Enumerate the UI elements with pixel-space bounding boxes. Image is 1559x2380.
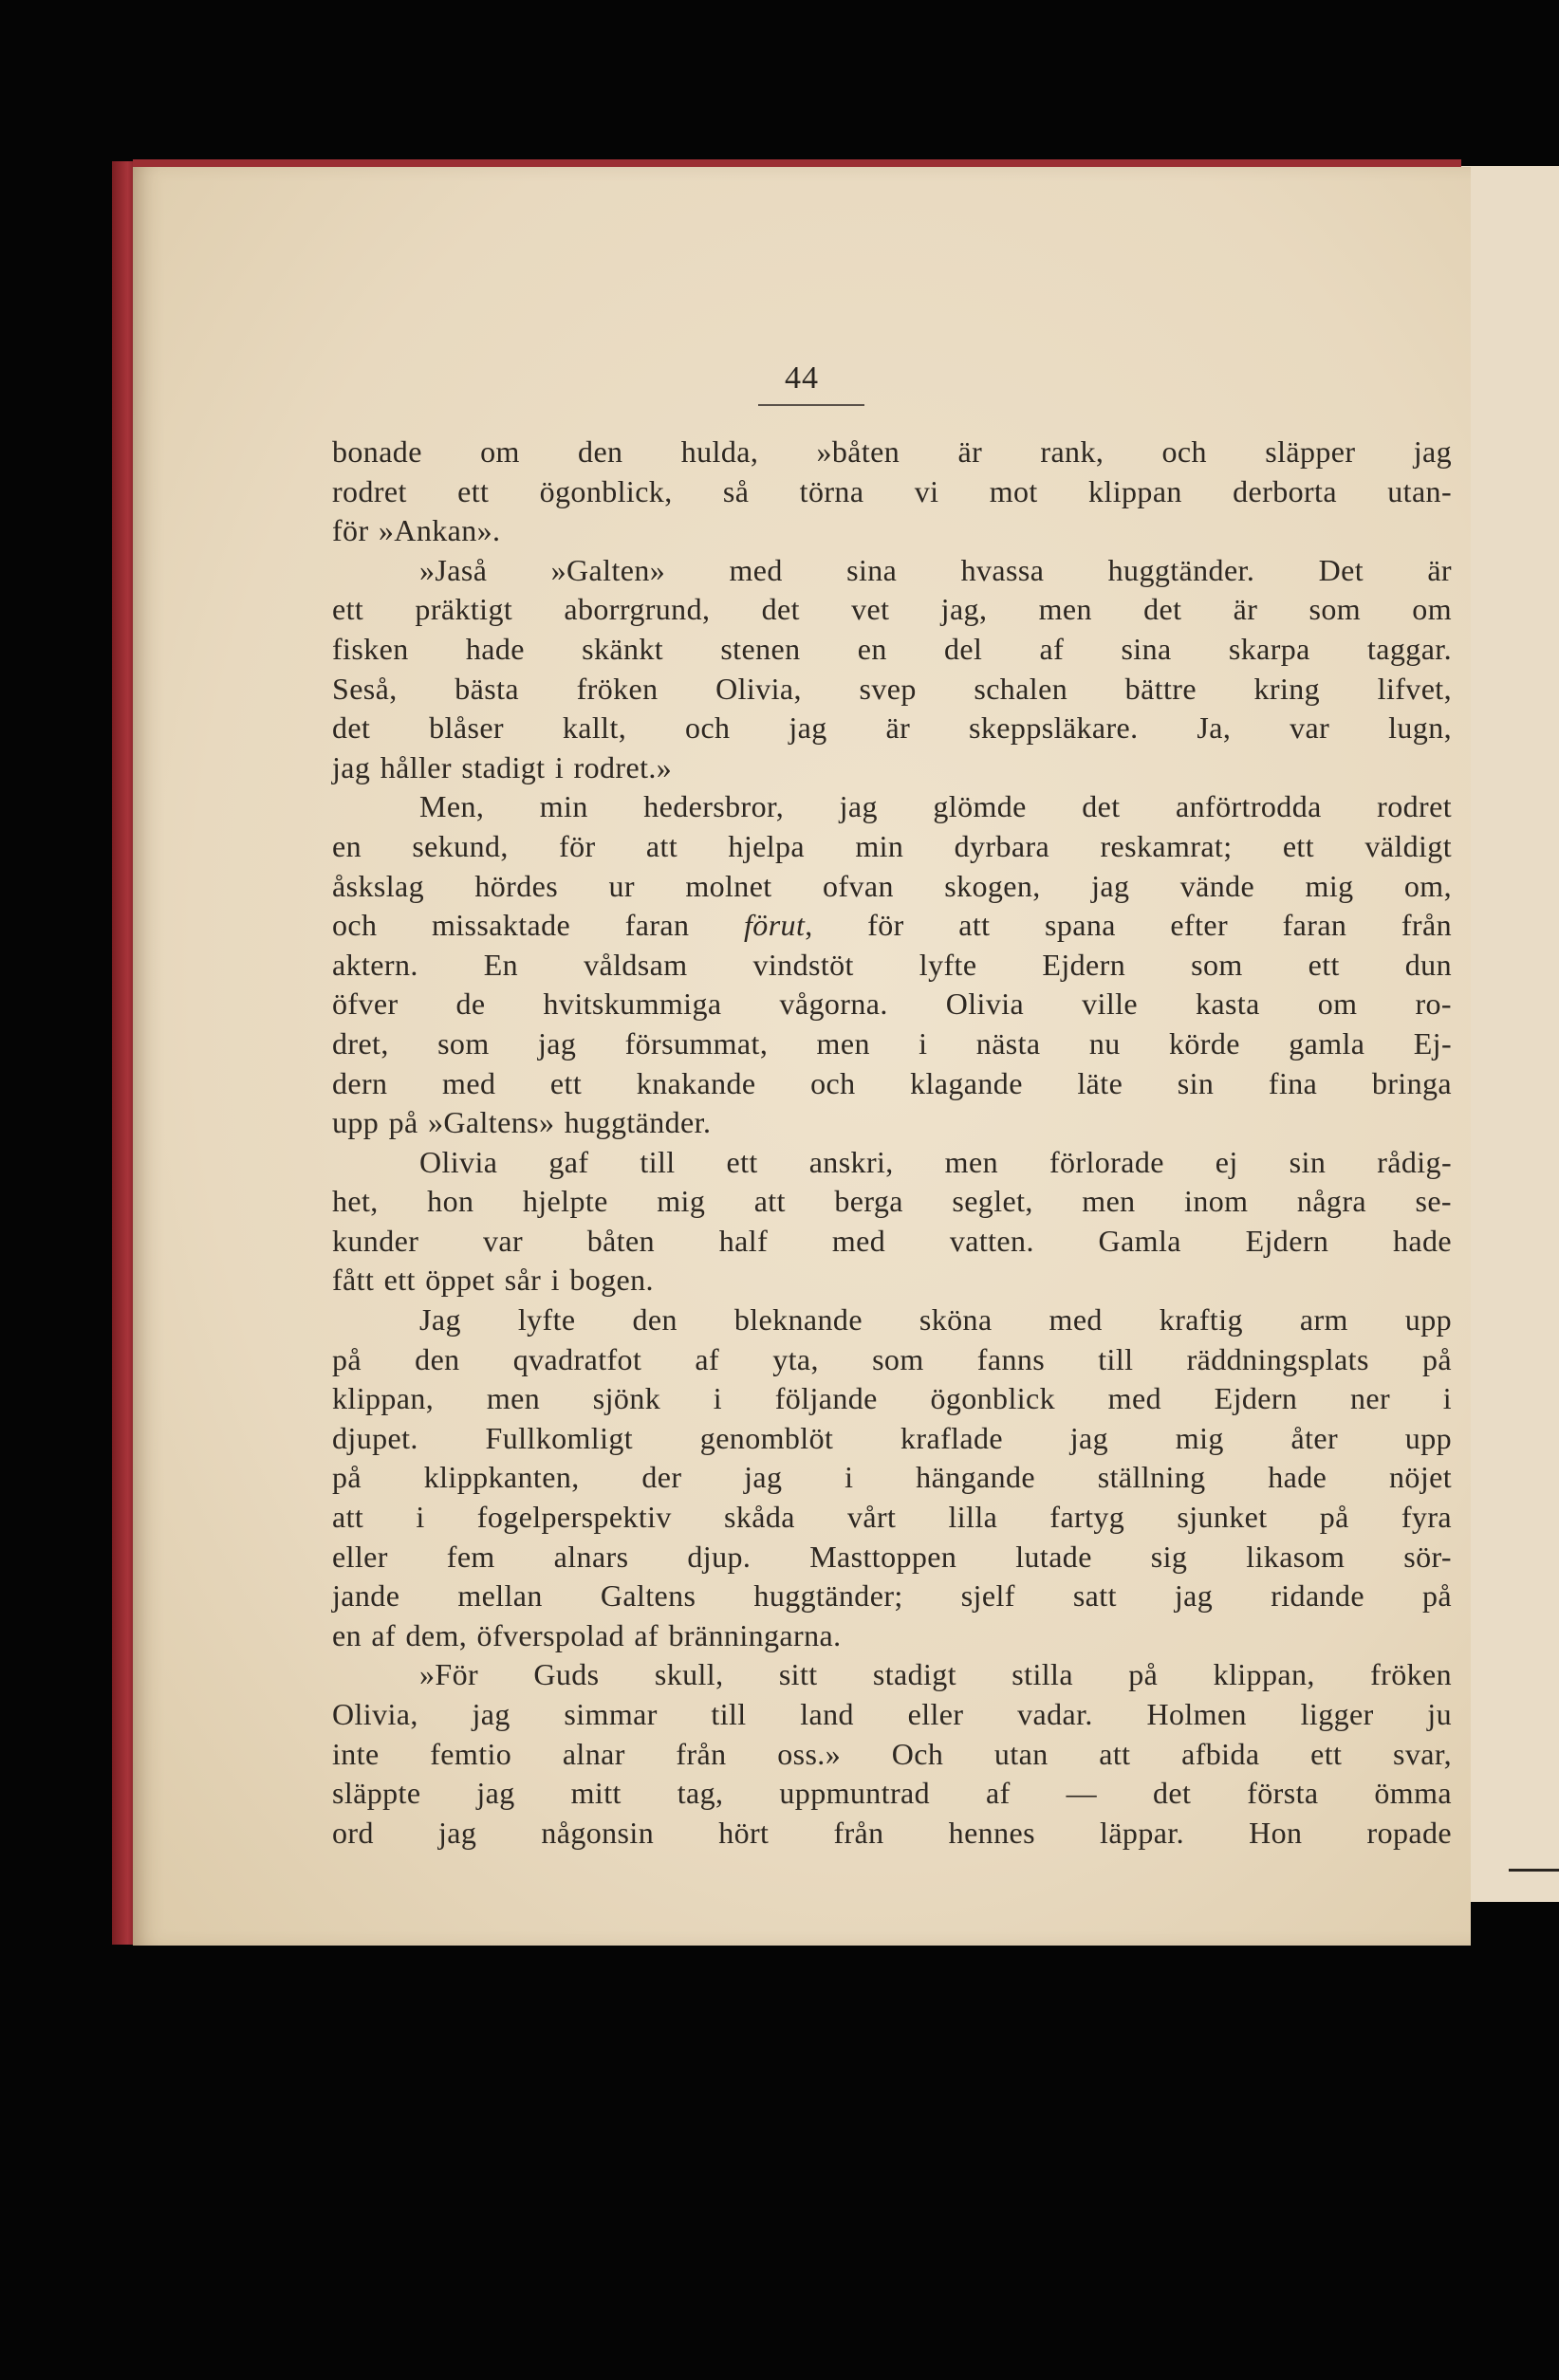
text-line: jande mellan Galtens huggtänder; sjelf satt jag ridande på [332, 1578, 1452, 1614]
text-line: på den qvadratfot af yta, som fanns till räddningsplats på [332, 1341, 1452, 1376]
text-line: kunder var båten half med vatten. Gamla Ejdern hade [332, 1223, 1452, 1258]
text-line: på klippkanten, der jag i hängande ställning hade nöjet [332, 1460, 1452, 1495]
text-line: »Jaså »Galten» med sina hvassa huggtänder. Det är [419, 552, 1452, 587]
text-line: och missaktade faran förut, för att spana efter faran från [332, 908, 1452, 943]
next-page-rule [1509, 1869, 1559, 1872]
text-line: släppte jag mitt tag, uppmuntrad af — det första ömma [332, 1776, 1452, 1811]
text-line: jag håller stadigt i rodret.» [332, 749, 673, 784]
text-line: ord jag någonsin hört från hennes läppar. Hon ropade [332, 1815, 1452, 1850]
text-line: eller fem alnars djup. Masttoppen lutade sig likasom sör- [332, 1539, 1452, 1574]
text-line: för »Ankan». [332, 513, 501, 548]
text-line: Seså, bästa fröken Olivia, svep schalen bättre kring lifvet, [332, 671, 1452, 706]
page-number: 44 [785, 360, 819, 396]
text-line: upp på »Galtens» huggtänder. [332, 1105, 712, 1140]
page-number-rule [758, 404, 864, 406]
text-line: dret, som jag försummat, men i nästa nu körde gamla Ej- [332, 1025, 1452, 1061]
text-line: Jag lyfte den bleknande sköna med kraftig arm upp [419, 1302, 1452, 1338]
text-line: het, hon hjelpte mig att berga seglet, men inom några se- [332, 1184, 1452, 1219]
text-line: bonade om den hulda, »båten är rank, och släpper jag [332, 434, 1452, 469]
text-line: ett präktigt aborrgrund, det vet jag, men det är som om [332, 592, 1452, 627]
text-line: öfver de hvitskummiga vågorna. Olivia ville kasta om ro- [332, 987, 1452, 1022]
text-line: en sekund, för att hjelpa min dyrbara reskamrat; ett väldigt [332, 828, 1452, 863]
text-line: djupet. Fullkomligt genomblöt kraflade jag mig åter upp [332, 1420, 1452, 1455]
text-line: fått ett öppet sår i bogen. [332, 1263, 654, 1298]
body-text [332, 433, 1452, 1853]
text-line: åskslag hördes ur molnet ofvan skogen, jag vände mig om, [332, 868, 1452, 903]
text-line: att i fogelperspektiv skåda vårt lilla fartyg sjunket på fyra [332, 1500, 1452, 1535]
text-line: aktern. En våldsam vindstöt lyfte Ejdern som ett dun [332, 947, 1452, 982]
text-line: fisken hade skänkt stenen en del af sina skarpa taggar. [332, 631, 1452, 666]
text-line: Men, min hedersbror, jag glömde det anförtrodda rodret [419, 789, 1452, 824]
text-line: Olivia gaf till ett anskri, men förlorade ej sin rådig- [419, 1144, 1452, 1179]
text-line: Olivia, jag simmar till land eller vadar. Holmen ligger ju [332, 1697, 1452, 1731]
text-line: det blåser kallt, och jag är skeppsläkare. Ja, var lugn, [332, 710, 1452, 746]
text-line: inte femtio alnar från oss.» Och utan att afbida ett svar, [332, 1736, 1452, 1771]
red-binding-top [133, 159, 1461, 167]
text-line: »För Guds skull, sitt stadigt stilla på klippan, fröken [419, 1657, 1452, 1692]
text-line: en af dem, öfverspolad af bränningarna. [332, 1617, 842, 1652]
book-page [133, 167, 1471, 1946]
text-line: dern med ett knakande och klagande läte sin fina bringa [332, 1065, 1452, 1100]
emphasized-word: förut [744, 908, 806, 943]
text-line: klippan, men sjönk i följande ögonblick med Ejdern ner i [332, 1381, 1452, 1416]
text-line: rodret ett ögonblick, så törna vi mot klippan derborta utan- [332, 473, 1452, 508]
